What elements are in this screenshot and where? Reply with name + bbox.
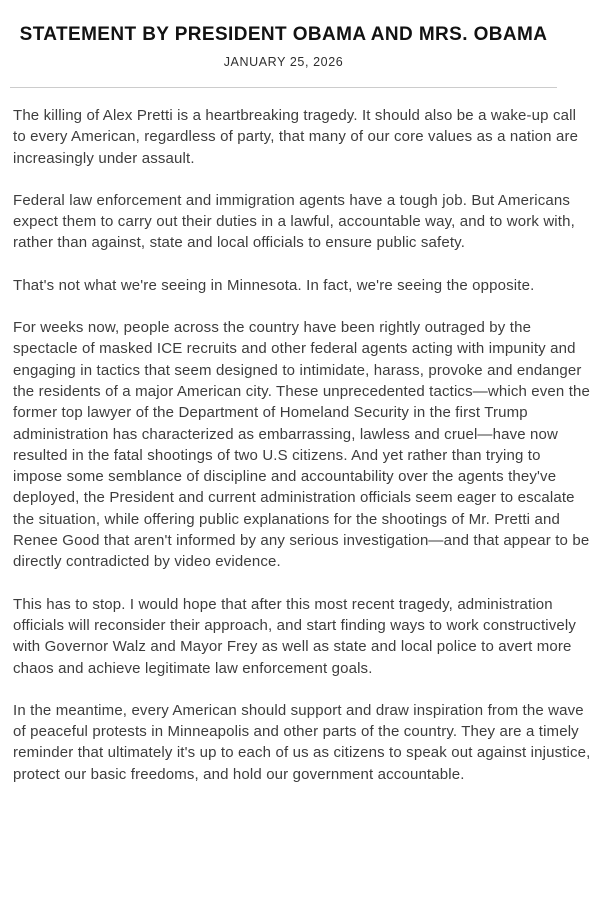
statement-paragraph: In the meantime, every American should support and draw inspiration from the wave of peaceful protests in Minneapolis and other parts of the country. They are a timely reminder that ultimately it's up to each of us as citizens to speak out against injustice, protect our basic freedoms, and hold our government accountable. xyxy=(13,701,591,783)
statement-paragraph: The killing of Alex Pretti is a heartbreaking tragedy. It should also be a wake-up call to every American, regardless of party, that many of our core values as a nation are increasingly under assault. xyxy=(13,107,579,167)
statement-paragraph: This has to stop. I would hope that after this most recent tragedy, administration officials will reconsider their approach, and start finding ways to work constructively with Governor Walz and Mayor Frey as well as state and local police to avert more chaos and achieve legitimate law enforcement goals. xyxy=(13,595,577,677)
statement-header xyxy=(10,0,557,70)
page-title: STATEMENT BY PRESIDENT OBAMA AND MRS. OBAMA xyxy=(19,24,548,45)
statement-paragraph: Federal law enforcement and immigration agents have a tough job. But Americans expect them to carry out their duties in a lawful, accountable way, and to work with, rather than against, state and local officials to ensure public safety. xyxy=(13,191,575,252)
statement-paragraph: For weeks now, people across the country have been rightly outraged by the spectacle of masked ICE recruits and other federal agents acting with impunity and engaging in tactics that seem designed to intimidate, harass, provoke and endanger the residents of a major American city. These unprecedented tactics—which even the former top lawyer of the Department of Homeland Security in the first Trump administration has characterized as embarrassing, lawless and cruel—have now resulted in the fatal shootings of two U.S citizens. And yet rather than trying to impose some semblance of discipline and accountability over the agents they've deployed, the President and current administration officials seem eager to escalate the situation, while offering public explanations for the shootings of Mr. Pretti and Renee Good that aren't informed by any serious investigation—and that appear to be directly contradicted by video evidence. xyxy=(13,319,591,571)
statement-body xyxy=(0,88,604,805)
statement-paragraph: That's not what we're seeing in Minnesota. In fact, we're seeing the opposite. xyxy=(13,276,535,294)
statement-date: JANUARY 25, 2026 xyxy=(223,55,344,69)
